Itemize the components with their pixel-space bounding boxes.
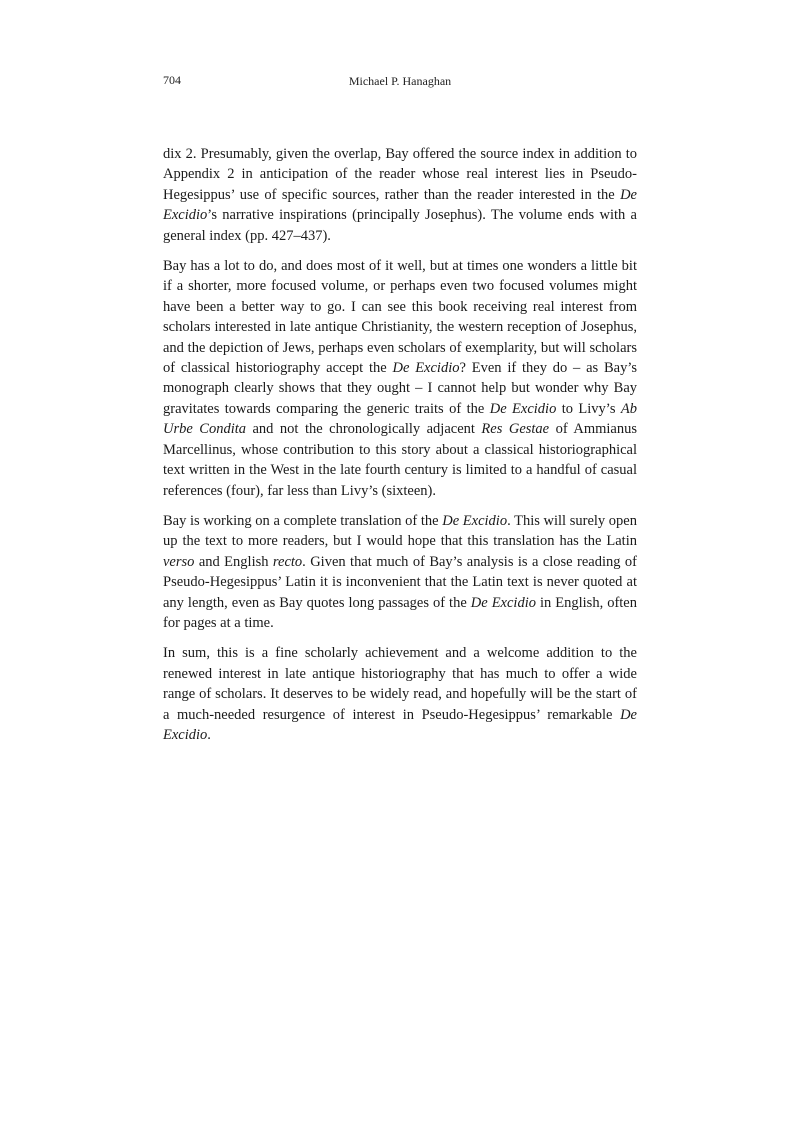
italic-title: Ab Urbe Condita — [163, 400, 637, 438]
paragraph — [163, 511, 637, 633]
text-run: . Given that much of Bay’s analysis is a close reading of Pseudo-Hegesippus’ Latin it is inconvenient that the Latin text is never quoted at any length, even as Bay quotes long passages of the — [163, 553, 637, 611]
text-run: and English — [194, 553, 273, 570]
page-header — [163, 73, 637, 91]
text-run: Bay has a lot to do, and does most of it well, but at times one wonders a little bit if a shorter, more focused volume, or perhaps even two focused volumes might have been a better way to go. I can see this book receiving real interest from scholars interested in late antique Christianity, the western reception of Josephus, and the depiction of Jews, perhaps even scholars of exemplarity, but will scholars of classical historiography accept the — [163, 258, 637, 377]
italic-title: recto — [272, 553, 303, 570]
italic-title: De Excidio — [489, 400, 557, 417]
text-run: . This will surely open up the text to more readers, but I would hope that this translation has the Latin — [163, 512, 637, 550]
text-run: in English, often for pages at a time. — [163, 594, 637, 631]
page-number: 704 — [163, 73, 181, 87]
italic-title: verso — [163, 553, 195, 570]
text-run: . — [207, 726, 211, 743]
italic-title: De Excidio — [470, 594, 536, 611]
text-run: to Livy’s — [556, 400, 621, 417]
italic-title: Res Gestae — [481, 421, 550, 438]
italic-title: De Excidio — [163, 186, 637, 224]
italic-title: De Excidio — [163, 706, 637, 743]
text-run: Bay is working on a complete translation of the — [163, 512, 443, 529]
running-head-author: Michael P. Hanaghan — [348, 74, 452, 88]
text-run: and not the chronologically adjacent — [246, 421, 482, 438]
paragraph — [163, 144, 637, 246]
paragraph — [163, 643, 637, 745]
italic-title: De Excidio — [392, 360, 460, 377]
italic-title: De Excidio — [442, 512, 508, 529]
paragraph — [163, 256, 637, 501]
text-run: ’s narrative inspirations (principally Josephus). The volume ends with a general index (pp. 427–437). — [163, 207, 637, 244]
text-run: ? Even if they do – as Bay’s monograph clearly shows that they ought – I cannot help but wonder why Bay gravitates towards comparing the generic traits of the — [163, 360, 637, 417]
text-run: dix 2. Presumably, given the overlap, Bay offered the source index in addition to Appendix 2 in anticipation of the reader whose real interest lies in Pseudo-Hegesippus’ use of specific sources, rather than the reader interested in the — [163, 146, 637, 203]
text-run: In sum, this is a fine scholarly achievement and a welcome addition to the renewed interest in late antique historiography that has much to offer a wide range of scholars. It deserves to be widely read, and hopefully will be the start of a much-needed resurgence of interest in Pseudo-Hegesippus’ remarkable — [163, 645, 637, 723]
text-run: of Ammianus Marcellinus, whose contribution to this story about a classical historiographical text written in the West in the late fourth century is limited to a handful of casual references (four), far less than Livy’s (sixteen). — [163, 421, 637, 499]
body-text — [163, 144, 637, 745]
